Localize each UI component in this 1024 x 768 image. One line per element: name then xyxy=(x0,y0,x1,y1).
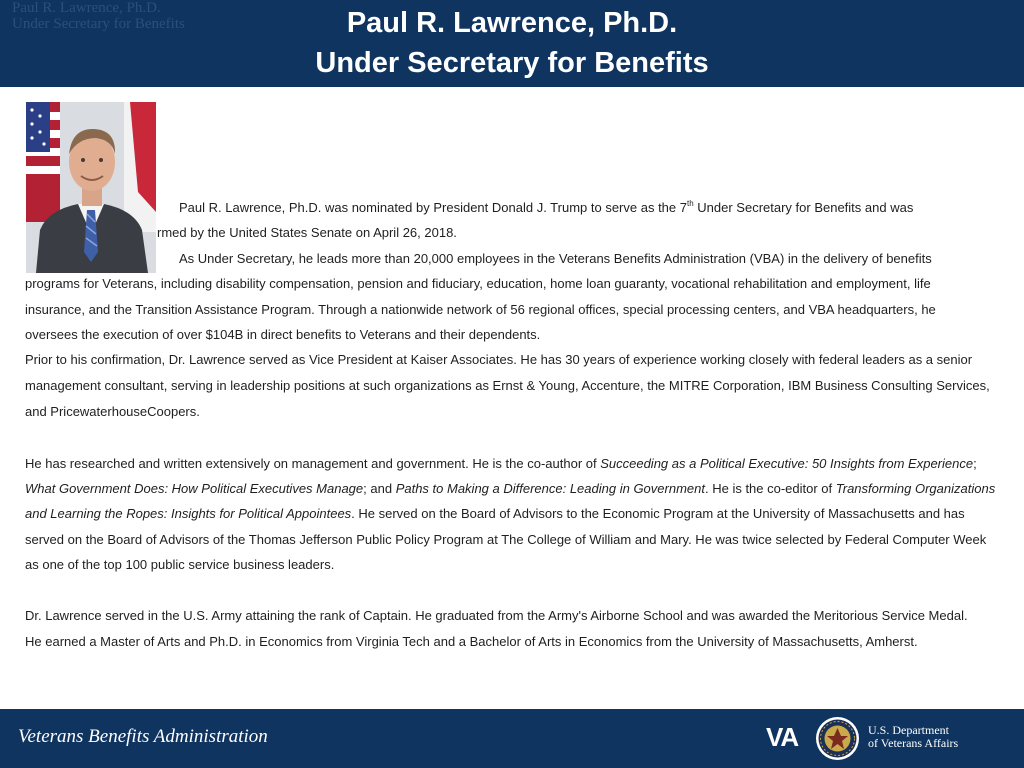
bio-text: He has researched and written extensively on management and government. He is the co-author of xyxy=(25,456,601,471)
portrait-photo xyxy=(26,102,156,273)
book-title: Paths to Making a Difference: Leading in Government xyxy=(395,481,705,496)
bio-line xyxy=(179,200,913,216)
bio-line: insurance, and the Transition Assistance Program. Through a nationwide network of 56 regional offices, special processing centers, and VBA headquarters, he xyxy=(25,302,936,317)
department-name xyxy=(868,724,958,750)
bio-line xyxy=(25,456,977,472)
department-line-2: of Veterans Affairs xyxy=(868,736,959,750)
bio-superscript: th xyxy=(686,199,694,208)
bio-text: ; and xyxy=(363,481,396,496)
bio-text: ; xyxy=(973,456,977,471)
page-title-name: Paul R. Lawrence, Ph.D. xyxy=(346,7,678,39)
bio-line: Dr. Lawrence served in the U.S. Army attaining the rank of Captain. He graduated from the Army's Airborne School and was awarded the Meritorious Service Medal. xyxy=(25,608,968,623)
bio-line xyxy=(25,481,995,497)
book-title: and Learning the Ropes: Insights for Political Appointees xyxy=(25,506,352,521)
bio-line: He earned a Master of Arts and Ph.D. in Economics from Virginia Tech and a Bachelor of Arts in Economics from the University of Massachusetts, Amherst. xyxy=(25,634,918,649)
book-title: Succeeding as a Political Executive: 50 Insights from Experience xyxy=(600,456,974,471)
header-banner xyxy=(0,0,1024,87)
bio-line: and PricewaterhouseCoopers. xyxy=(25,404,200,419)
bio-line: oversees the execution of over $104B in direct benefits to Veterans and their dependents. xyxy=(25,327,541,342)
bio-line: served on the Board of Advisors of the Thomas Jefferson Public Policy Program at The College of William and Mary. He was twice selected by Federal Computer Week xyxy=(25,532,987,547)
page-title-role: Under Secretary for Benefits xyxy=(315,47,709,79)
bio-text: Under Secretary for Benefits and was xyxy=(693,200,914,215)
bio-text: . He served on the Board of Advisors to the Economic Program at the University of Massachusetts and has xyxy=(351,506,965,521)
bio-line: management consultant, serving in leadership positions at such organizations as Ernst & Young, Accenture, the MITRE Corporation, IBM Business Consulting Services, xyxy=(25,378,990,393)
portrait-illustration xyxy=(26,102,156,273)
bio-line xyxy=(25,506,965,522)
ghost-line-2: Under Secretary for Benefits xyxy=(12,16,185,32)
bio-line: rmed by the United States Senate on April 26, 2018. xyxy=(157,225,457,240)
va-logo-letters: VA xyxy=(766,722,799,752)
bio-line: Prior to his confirmation, Dr. Lawrence served as Vice President at Kaiser Associates. He has 30 years of experience working closely with federal leaders as a senior xyxy=(25,352,973,367)
footer-org-name: Veterans Benefits Administration xyxy=(18,726,268,747)
ghost-line-1: Paul R. Lawrence, Ph.D. xyxy=(12,0,161,16)
bio-line: As Under Secretary, he leads more than 20,000 employees in the Veterans Benefits Administration (VBA) in the delivery of benefits xyxy=(179,251,932,266)
bio-line: as one of the top 100 public service business leaders. xyxy=(25,557,335,572)
book-title: What Government Does: How Political Executives Manage xyxy=(25,481,364,496)
va-seal-icon xyxy=(815,716,860,761)
bio-text: Paul R. Lawrence, Ph.D. was nominated by President Donald J. Trump to serve as the 7 xyxy=(179,200,687,215)
department-line-1: U.S. Department xyxy=(868,723,949,737)
bio-line: programs for Veterans, including disability compensation, pension and fiduciary, education, home loan guaranty, vocational rehabilitation and employment, life xyxy=(25,276,931,291)
bio-text: . He is the co-editor of xyxy=(704,481,836,496)
book-title: Transforming Organizations xyxy=(835,481,996,496)
